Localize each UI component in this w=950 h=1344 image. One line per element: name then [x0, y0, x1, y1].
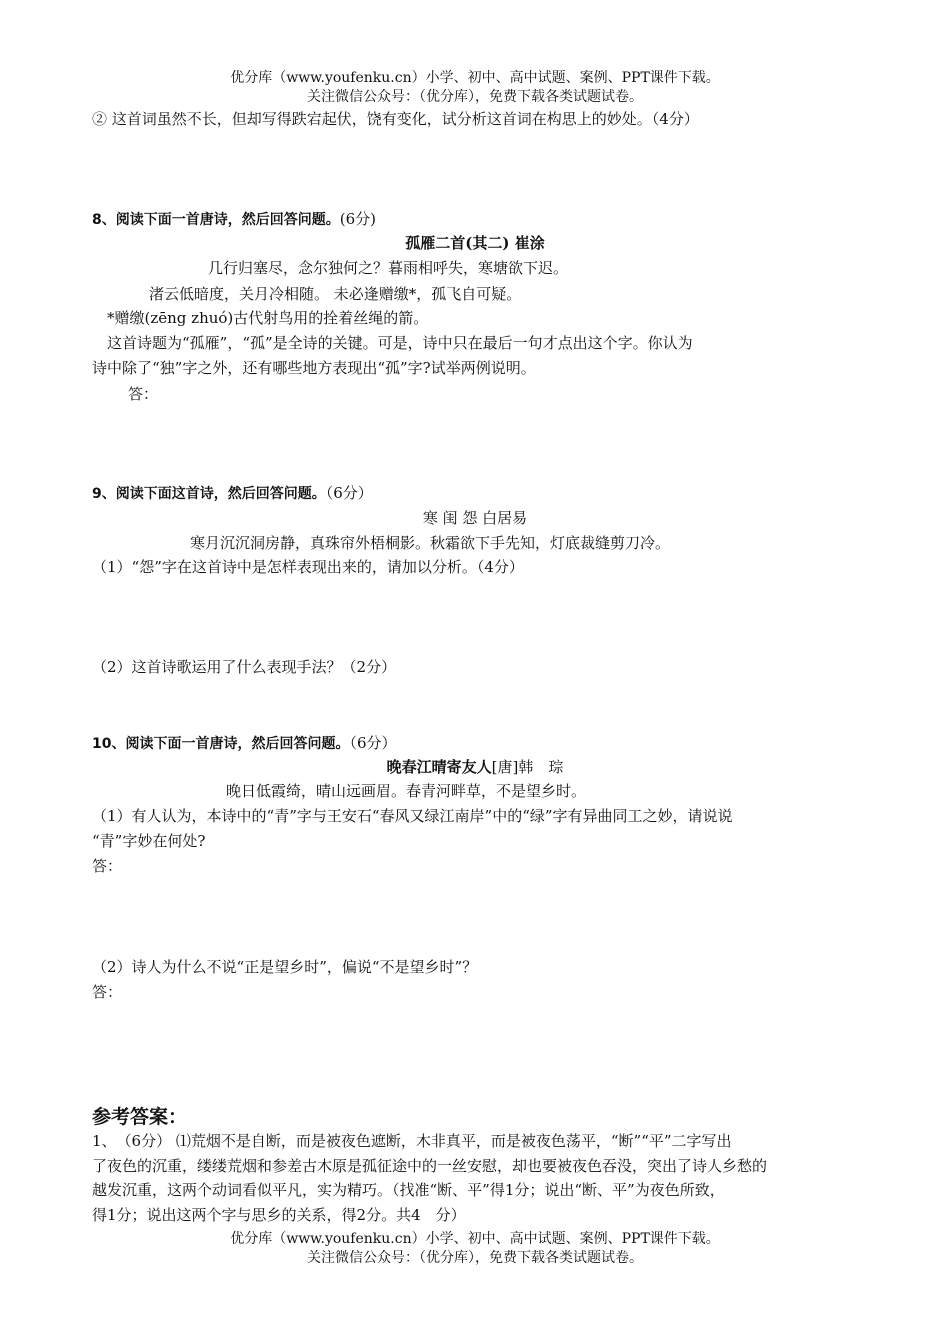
- q9-heading-text: 9、阅读下面这首诗，然后回答问题。: [92, 486, 326, 502]
- q8-question-line1: 这首诗题为“孤雁”，“孤”是全诗的关键。可是，诗中只在最后一句才点出这个字。你认为: [107, 334, 693, 352]
- q10-poem-title-row: [0, 757, 950, 777]
- q10-heading-text: 10、阅读下面一首唐诗，然后回答问题。: [92, 736, 350, 752]
- q10-sub2-question: （2）诗人为什么不说“正是望乡时”，偏说“不是望乡时”？: [92, 958, 478, 976]
- q10-poem-author: [唐]韩 琮: [491, 758, 564, 776]
- q8-poem-line2: 渚云低暗度，关月冷相随。 未必逢赠缴*，孤飞自可疑。: [149, 285, 522, 303]
- page-footer-line2: 关注微信公众号：（优分库），免费下载各类试题试卷。: [307, 1250, 643, 1266]
- q10-sub1-line2: “青”字妙在何处?: [92, 832, 206, 850]
- q10-answer-label2: 答：: [92, 983, 123, 1001]
- answers-title: 参考答案：: [92, 1106, 188, 1128]
- q10-heading: [92, 733, 397, 754]
- q10-answer-label1: 答：: [92, 857, 123, 875]
- q8-question-line2: 诗中除了“独”字之外，还有哪些地方表现出“孤”字?试举两例说明。: [92, 359, 536, 377]
- answers-line2: 了夜色的沉重，缕缕荒烟和参差古木原是孤征途中的一丝安慰，却也要被夜色吞没，突出了诗人乡愁的: [92, 1157, 768, 1175]
- q9-sub1-question: （1）“怨”字在这首诗中是怎样表现出来的，请加以分析。（4分）: [92, 558, 524, 576]
- q8-poem-line1: 几行归塞尽，念尔独何之？暮雨相呼失，寒塘欲下迟。: [208, 259, 569, 277]
- q9-sub2-question: （2）这首诗歌运用了什么表现手法？（2分）: [92, 658, 397, 676]
- q8-answer-label: 答：: [128, 385, 159, 403]
- q7-sub2-question: ② 这首词虽然不长，但却写得跌宕起伏，饶有变化，试分析这首词在构思上的妙处。（4分）: [92, 110, 699, 128]
- q10-sub1-line1: （1）有人认为，本诗中的“青”字与王安石“春风又绿江南岸”中的“绿”字有异曲同工之妙，请说说: [92, 807, 733, 825]
- page-header-line1: 优分库（www.youfenku.cn）小学、初中、高中试题、案例、PPT课件下载。: [230, 70, 720, 86]
- q8-points: (6分): [339, 210, 376, 228]
- answers-line1: 1、 （6分） ⑴荒烟不是自断，而是被夜色遮断，木非真平，而是被夜色荡平，“断”“平”二字写出: [92, 1132, 732, 1150]
- q8-poem-title: 孤雁二首(其二) 崔涂: [405, 234, 545, 252]
- page-footer-line1: 优分库（www.youfenku.cn）小学、初中、高中试题、案例、PPT课件下载。: [230, 1231, 720, 1247]
- q9-points: （6分）: [325, 484, 373, 502]
- answers-line3: 越发沉重，这两个动词看似平凡，实为精巧。（找准“断、平”得1分；说出“断、平”为夜色所致，: [92, 1181, 725, 1199]
- q10-poem-title: 晚春江晴寄友人: [386, 758, 492, 776]
- q10-points: （6分）: [349, 734, 397, 752]
- q8-heading: [92, 209, 376, 230]
- q9-poem-title: 寒 闺 怨 白居易: [422, 509, 528, 527]
- page-header-line2: 关注微信公众号：（优分库），免费下载各类试题试卷。: [307, 89, 643, 105]
- q8-heading-text: 8、阅读下面一首唐诗，然后回答问题。: [92, 212, 340, 228]
- q9-heading: [92, 483, 373, 504]
- q8-note: *赠缴(zēng zhuó)古代射鸟用的拴着丝绳的箭。: [107, 309, 429, 327]
- answers-line4: 得1分；说出这两个字与思乡的关系，得2分。共4 分）: [92, 1206, 466, 1224]
- q10-poem-line: 晚日低霞绮，晴山远画眉。春青河畔草，不是望乡时。: [226, 782, 587, 800]
- q9-poem-line: 寒月沉沉洞房静，真珠帘外梧桐影。秋霜欲下手先知，灯底裁缝剪刀冷。: [190, 534, 671, 552]
